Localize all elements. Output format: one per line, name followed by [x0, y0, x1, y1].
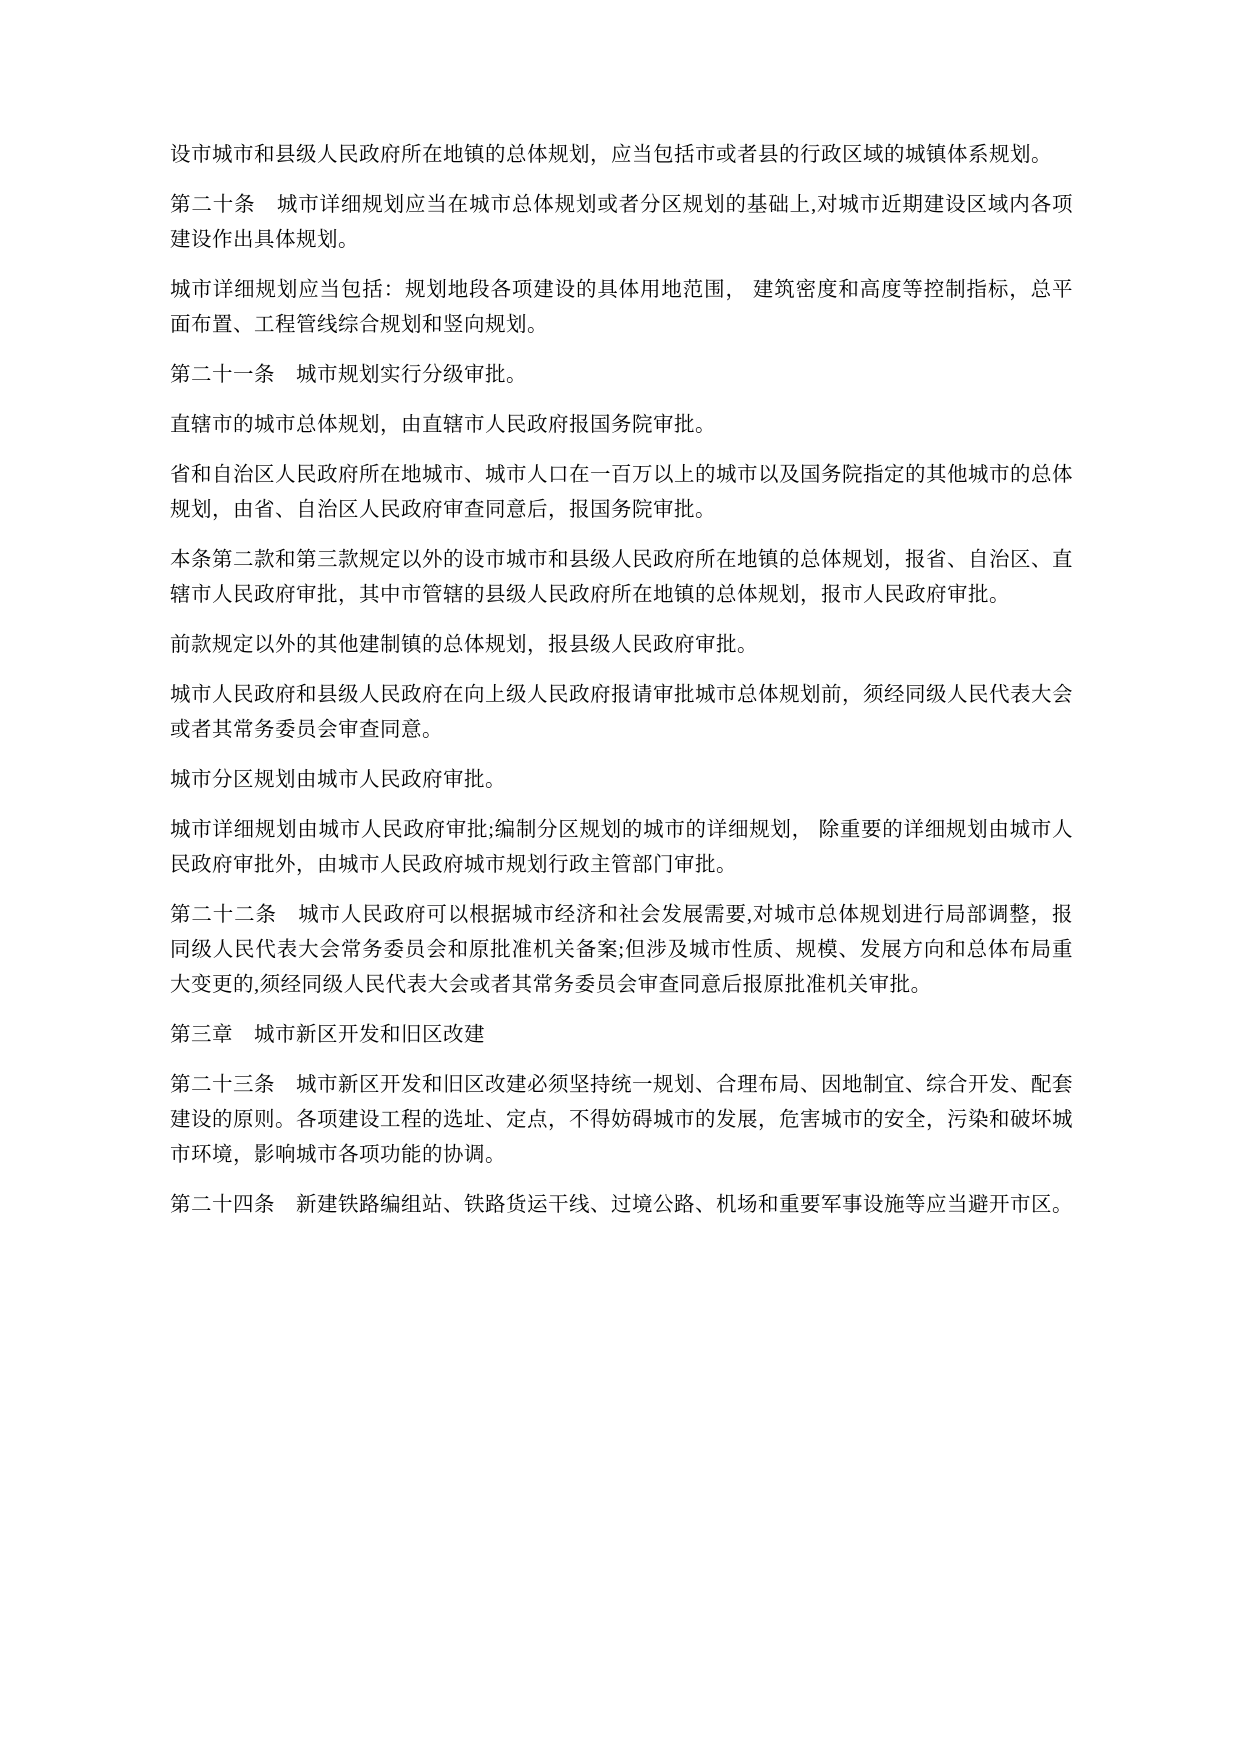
- paragraph: 第二十二条 城市人民政府可以根据城市经济和社会发展需要,对城市总体规划进行局部调整，报同级人民代表大会常务委员会和原批准机关备案;但涉及城市性质、规模、发展方向和总体布局重大变更的,须经同级人民代表大会或者其常务委员会审查同意后报原批准机关审批。: [170, 904, 1073, 996]
- paragraph: 城市详细规划由城市人民政府审批;编制分区规划的城市的详细规划， 除重要的详细规划由城市人民政府审批外，由城市人民政府城市规划行政主管部门审批。: [170, 819, 1073, 876]
- paragraph: 省和自治区人民政府所在地城市、城市人口在一百万以上的城市以及国务院指定的其他城市的总体规划，由省、自治区人民政府审查同意后，报国务院审批。: [170, 464, 1073, 521]
- document-body: [170, 138, 1073, 1223]
- paragraph: 第二十条 城市详细规划应当在城市总体规划或者分区规划的基础上,对城市近期建设区域内各项建设作出具体规划。: [170, 194, 1073, 251]
- paragraph: 城市详细规划应当包括：规划地段各项建设的具体用地范围， 建筑密度和高度等控制指标，总平面布置、工程管线综合规划和竖向规划。: [170, 279, 1073, 336]
- paragraph: 本条第二款和第三款规定以外的设市城市和县级人民政府所在地镇的总体规划，报省、自治区、直辖市人民政府审批，其中市管辖的县级人民政府所在地镇的总体规划，报市人民政府审批。: [170, 549, 1073, 606]
- paragraph: 第二十一条 城市规划实行分级审批。: [170, 364, 527, 386]
- paragraph: 设市城市和县级人民政府所在地镇的总体规划，应当包括市或者县的行政区域的城镇体系规划。: [170, 144, 1052, 166]
- chapter-heading: 第三章 城市新区开发和旧区改建: [170, 1024, 485, 1046]
- paragraph: 第二十三条 城市新区开发和旧区改建必须坚持统一规划、合理布局、因地制宜、综合开发、配套建设的原则。各项建设工程的选址、定点，不得妨碍城市的发展，危害城市的安全，污染和破坏城市环境，影响城市各项功能的协调。: [170, 1074, 1073, 1166]
- paragraph: 直辖市的城市总体规划，由直辖市人民政府报国务院审批。: [170, 414, 716, 436]
- paragraph: 前款规定以外的其他建制镇的总体规划，报县级人民政府审批。: [170, 634, 758, 656]
- paragraph: 第二十四条 新建铁路编组站、铁路货运干线、过境公路、机场和重要军事设施等应当避开市区。: [170, 1194, 1073, 1216]
- paragraph: 城市分区规划由城市人民政府审批。: [170, 769, 506, 791]
- paragraph: 城市人民政府和县级人民政府在向上级人民政府报请审批城市总体规划前，须经同级人民代表大会或者其常务委员会审查同意。: [170, 684, 1073, 741]
